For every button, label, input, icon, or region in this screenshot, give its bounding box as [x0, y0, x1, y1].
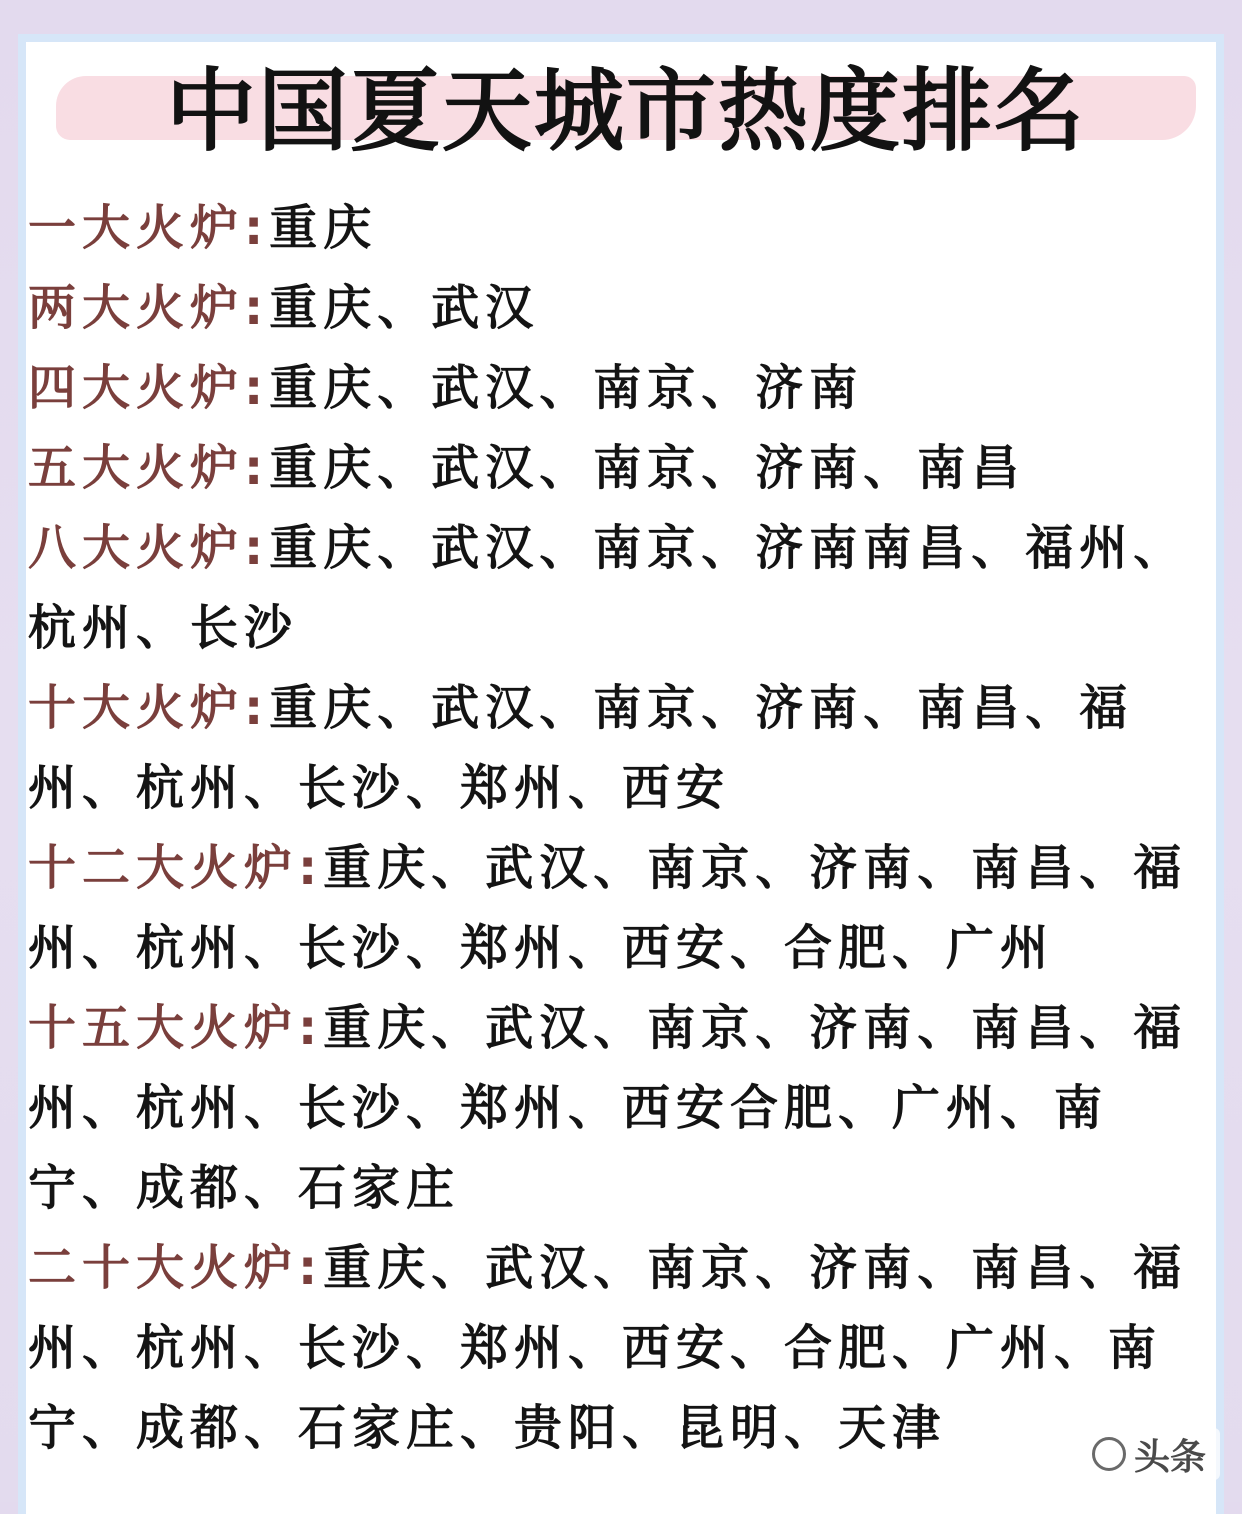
rank-label: 一大火炉: — [28, 200, 270, 256]
platform-logo-icon — [1092, 1437, 1126, 1471]
list-item — [28, 348, 1188, 428]
rank-label: 二十大火炉: — [28, 1240, 324, 1296]
rank-label: 五大火炉: — [28, 440, 270, 496]
watermark-text: 头条 — [1133, 1436, 1206, 1478]
list-item — [28, 508, 1188, 668]
city-list: 重庆、武汉、南京、济南、南昌、福州、杭州、长沙、郑州、西安 — [28, 680, 1134, 816]
ranking-list — [28, 188, 1188, 1468]
list-item — [28, 1228, 1188, 1468]
city-list: 重庆、武汉、南京、济南、南昌、福州、杭州、长沙、郑州、西安合肥、广州、南宁、成都、石家庄 — [28, 1000, 1188, 1216]
city-list: 重庆、武汉、南京、济南、南昌 — [269, 440, 1026, 496]
city-list: 重庆、武汉 — [269, 280, 540, 336]
city-list: 重庆、武汉、南京、济南、南昌、福州、杭州、长沙、郑州、西安、合肥、广州 — [28, 840, 1188, 976]
list-item — [28, 668, 1188, 828]
list-item — [28, 268, 1188, 348]
page-title: 中国夏天城市热度排名 — [166, 59, 1086, 164]
rank-label: 八大火炉: — [28, 520, 270, 576]
rank-label: 十五大火炉: — [28, 1000, 324, 1056]
city-list: 重庆 — [269, 200, 378, 256]
rank-label: 四大火炉: — [28, 360, 270, 416]
rank-label: 十大火炉: — [28, 680, 270, 736]
list-item — [28, 828, 1188, 988]
city-list: 重庆、武汉、南京、济南南昌、福州、杭州、长沙 — [28, 520, 1188, 656]
list-item — [28, 428, 1188, 508]
rank-label: 十二大火炉: — [28, 840, 324, 896]
list-item — [28, 988, 1188, 1228]
title-block — [56, 60, 1196, 164]
rank-label: 两大火炉: — [28, 280, 270, 336]
list-item — [28, 188, 1188, 268]
watermark — [1082, 1428, 1220, 1480]
city-list: 重庆、武汉、南京、济南 — [269, 360, 864, 416]
city-list: 重庆、武汉、南京、济南、南昌、福州、杭州、长沙、郑州、西安、合肥、广州、南宁、成都、石家庄、贵阳、昆明、天津 — [28, 1240, 1188, 1456]
